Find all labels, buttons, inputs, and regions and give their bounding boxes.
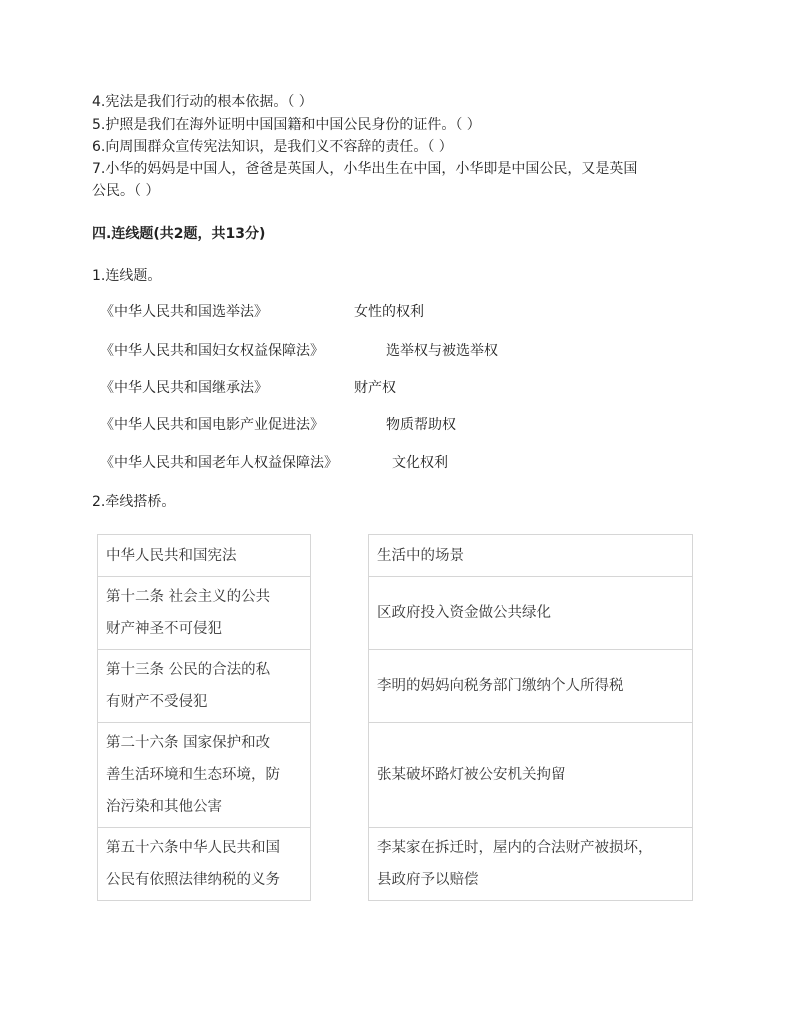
q2-label: 2.牵线搭桥。 — [92, 494, 176, 510]
q1-left-item: 《中华人民共和国选举法》 — [100, 304, 268, 320]
q1-left-item: 《中华人民共和国继承法》 — [100, 380, 268, 396]
cell-line: 治污染和其他公害 — [106, 799, 222, 815]
q2-right-cell — [369, 650, 693, 723]
cell-line: 第十二条 社会主义的公共 — [106, 589, 271, 605]
q2-left-header: 中华人民共和国宪法 — [98, 535, 311, 577]
judgment-item-7-cont: 公民。（ ） — [92, 183, 160, 199]
q2-right-header: 生活中的场景 — [369, 535, 693, 577]
cell-line: 第五十六条中华人民共和国 — [106, 840, 280, 856]
q1-right-item: 物质帮助权 — [386, 417, 456, 433]
q2-left-cell — [98, 577, 311, 650]
cell-line: 财产神圣不可侵犯 — [106, 621, 222, 637]
q2-left-cell — [98, 650, 311, 723]
cell-line: 县政府予以赔偿 — [377, 872, 479, 888]
cell-line: 第二十六条 国家保护和改 — [106, 735, 271, 751]
cell-line: 有财产不受侵犯 — [106, 694, 208, 710]
judgment-item-5: 5.护照是我们在海外证明中国国籍和中国公民身份的证件。（ ） — [92, 117, 481, 133]
cell-line: 李明的妈妈向税务部门缴纳个人所得税 — [377, 678, 624, 694]
cell-line: 张某破坏路灯被公安机关拘留 — [377, 767, 566, 783]
judgment-item-7: 7.小华的妈妈是中国人，爸爸是英国人，小华出生在中国，小华即是中国公民，又是英国 — [92, 161, 638, 177]
cell-line: 第十三条 公民的合法的私 — [106, 662, 271, 678]
judgment-item-4: 4.宪法是我们行动的根本依据。（ ） — [92, 94, 313, 110]
q2-right-cell — [369, 828, 693, 901]
q2-left-cell — [98, 828, 311, 901]
cell-line: 善生活环境和生态环境，防 — [106, 767, 280, 783]
q2-left-cell — [98, 723, 311, 828]
q1-right-item: 选举权与被选举权 — [386, 343, 498, 359]
q1-left-item: 《中华人民共和国妇女权益保障法》 — [100, 343, 324, 359]
q2-left-table — [97, 534, 311, 901]
cell-line: 区政府投入资金做公共绿化 — [377, 605, 551, 621]
q1-label: 1.连线题。 — [92, 268, 162, 284]
q1-right-item: 文化权利 — [392, 455, 448, 471]
q1-left-item: 《中华人民共和国老年人权益保障法》 — [100, 455, 338, 471]
q1-left-item: 《中华人民共和国电影产业促进法》 — [100, 417, 324, 433]
q1-right-item: 财产权 — [354, 380, 396, 396]
q2-right-table — [368, 534, 693, 901]
judgment-item-6: 6.向周围群众宣传宪法知识，是我们义不容辞的责任。（ ） — [92, 139, 453, 155]
cell-line: 李某家在拆迁时，屋内的合法财产被损坏， — [377, 840, 653, 856]
cell-line: 公民有依照法律纳税的义务 — [106, 872, 280, 888]
section-title: 四.连线题(共2题，共13分) — [92, 226, 266, 242]
q2-right-cell — [369, 577, 693, 650]
q2-right-cell — [369, 723, 693, 828]
q1-right-item: 女性的权利 — [354, 304, 424, 320]
